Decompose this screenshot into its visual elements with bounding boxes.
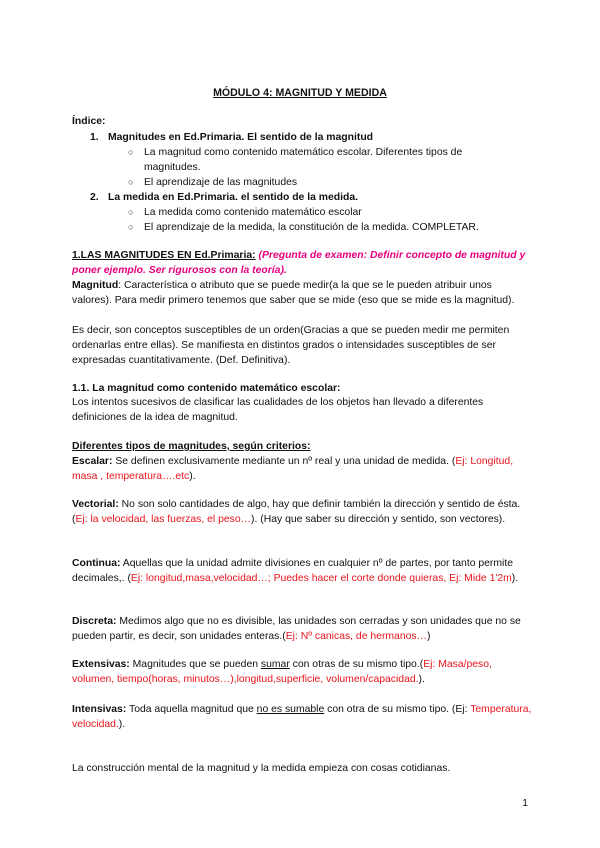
type-term: Continua: [72, 558, 121, 569]
exam-note: Pregunta de examen: Definir concepto de magnitud y poner ejemplo. Ser rigurosos con la teoría). [72, 250, 526, 276]
type-vectorial [72, 497, 532, 527]
definition-text-2: Es decir, son conceptos susceptibles de un orden(Gracias a que se pueden medir me permiten ordenarlas entre ellas). Se manifiesta en distintos grados o intensidades susceptibles de ser expresadas cuantitativamente. (Def. Definitiva). [72, 325, 510, 366]
index-item-label: Magnitudes en Ed.Primaria. El sentido de la magnitud [108, 132, 374, 143]
type-example: Ej: Masa/peso, volumen, tiempo(horas, minutos…),longitud,superficie, volumen/capacidad. [72, 659, 492, 685]
type-text: Aquellas que la unidad admite divisiones en cualquier nº de partes, por tanto permite decimales,. ( [72, 558, 514, 584]
type-example: Temperatura, velocidad. [72, 704, 532, 730]
type-example: Ej: Longitud, masa , temperatura….etc [72, 456, 514, 482]
index-subitem-label: El aprendizaje de la medida, la constitución de la medida. COMPLETAR. [144, 222, 479, 233]
type-discreta [72, 614, 532, 644]
type-end: ). [189, 471, 196, 482]
index-item-1 [90, 130, 510, 145]
index-item-2 [90, 190, 510, 205]
type-example: Ej: la velocidad, las fuerzas, el peso… [75, 514, 252, 525]
index-subitem [128, 205, 500, 220]
type-end: ) [426, 631, 431, 642]
type-term: Escalar: [72, 456, 113, 467]
bullet-icon: ○ [128, 147, 134, 157]
definition-term: Magnitud [72, 280, 119, 291]
index-heading: Índice: [72, 116, 106, 127]
page-number: 1 [522, 798, 528, 809]
index-item-number: 1. [90, 132, 99, 143]
bullet-icon: ○ [128, 222, 134, 232]
type-text: con otras de su mismo tipo.( [289, 659, 424, 670]
type-text: No son solo cantidades de algo, hay que definir también la dirección y sentido de ésta. ( [72, 499, 521, 525]
type-example: Ej: Nº canicas, de hermanos… [285, 631, 427, 642]
subsection-heading: 1.1. La magnitud como contenido matemático escolar: [72, 383, 341, 394]
closing-sentence: La construcción mental de la magnitud y la medida empieza con cosas cotidianas. [72, 763, 451, 774]
index-item-number: 2. [90, 192, 99, 203]
type-underlined: sumar [260, 659, 290, 670]
section-heading: 1.LAS MAGNITUDES EN Ed.Primaria: [72, 250, 256, 261]
page-title: MÓDULO 4: MAGNITUD Y MEDIDA [213, 87, 387, 99]
type-end: ). [418, 674, 425, 685]
bullet-icon: ○ [128, 207, 134, 217]
bullet-icon: ○ [128, 177, 134, 187]
magnitude-definition [72, 278, 532, 308]
type-term: Discreta: [72, 616, 117, 627]
index-subitem-label: El aprendizaje de las magnitudes [144, 177, 298, 188]
types-heading: Diferentes tipos de magnitudes, según criterios: [72, 441, 311, 452]
type-underlined: no es sumable [256, 704, 325, 715]
section-1 [72, 248, 532, 278]
index-subitem [128, 145, 500, 175]
paren-open: ( [255, 250, 262, 261]
index-subitem-label: La magnitud como contenido matemático escolar. Diferentes tipos de magnitudes. [144, 147, 463, 173]
type-term: Extensivas: [72, 659, 130, 670]
index-subitem [128, 220, 500, 235]
definition-text: : Característica o atributo que se puede medir(a la que se le pueden atribuir unos valores). Para medir primero tenemos que saber que se mide (eso que se mide es la magnitud). [72, 280, 515, 306]
type-continua [72, 556, 532, 586]
subsection-text: Los intentos sucesivos de clasificar las cualidades de los objetos han llevado a diferentes definiciones de la idea de magnitud. [72, 397, 484, 423]
type-term: Vectorial: [72, 499, 119, 510]
type-text: Magnitudes que se pueden [129, 659, 261, 670]
type-term: Intensivas: [72, 704, 127, 715]
type-text: con otra de su mismo tipo. (Ej: [324, 704, 471, 715]
type-end: ). [511, 573, 519, 584]
type-example: Ej: longitud,masa,velocidad…; Puedes hacer el corte donde quieras, Ej: Mide 1'2m [130, 573, 512, 584]
index-subitem-label: La medida como contenido matemático escolar [144, 207, 362, 218]
index-subitem [128, 175, 500, 190]
definition-paragraph [72, 323, 532, 368]
type-end: ). (Hay que saber su dirección y sentido, son vectores). [251, 514, 506, 525]
type-extensivas [72, 657, 532, 687]
type-intensivas [72, 702, 532, 732]
type-escalar [72, 454, 532, 484]
type-end: ). [118, 719, 126, 730]
type-text: Toda aquella magnitud que [126, 704, 257, 715]
index-item-label: La medida en Ed.Primaria. el sentido de la medida. [108, 192, 359, 203]
type-text: Se definen exclusivamente mediante un nº real y una unidad de medida. ( [112, 456, 456, 467]
type-text: Medimos algo que no es divisible, las unidades son cerradas y son unidades que no se pueden partir, es decir, son unidades enteras.( [72, 616, 521, 642]
